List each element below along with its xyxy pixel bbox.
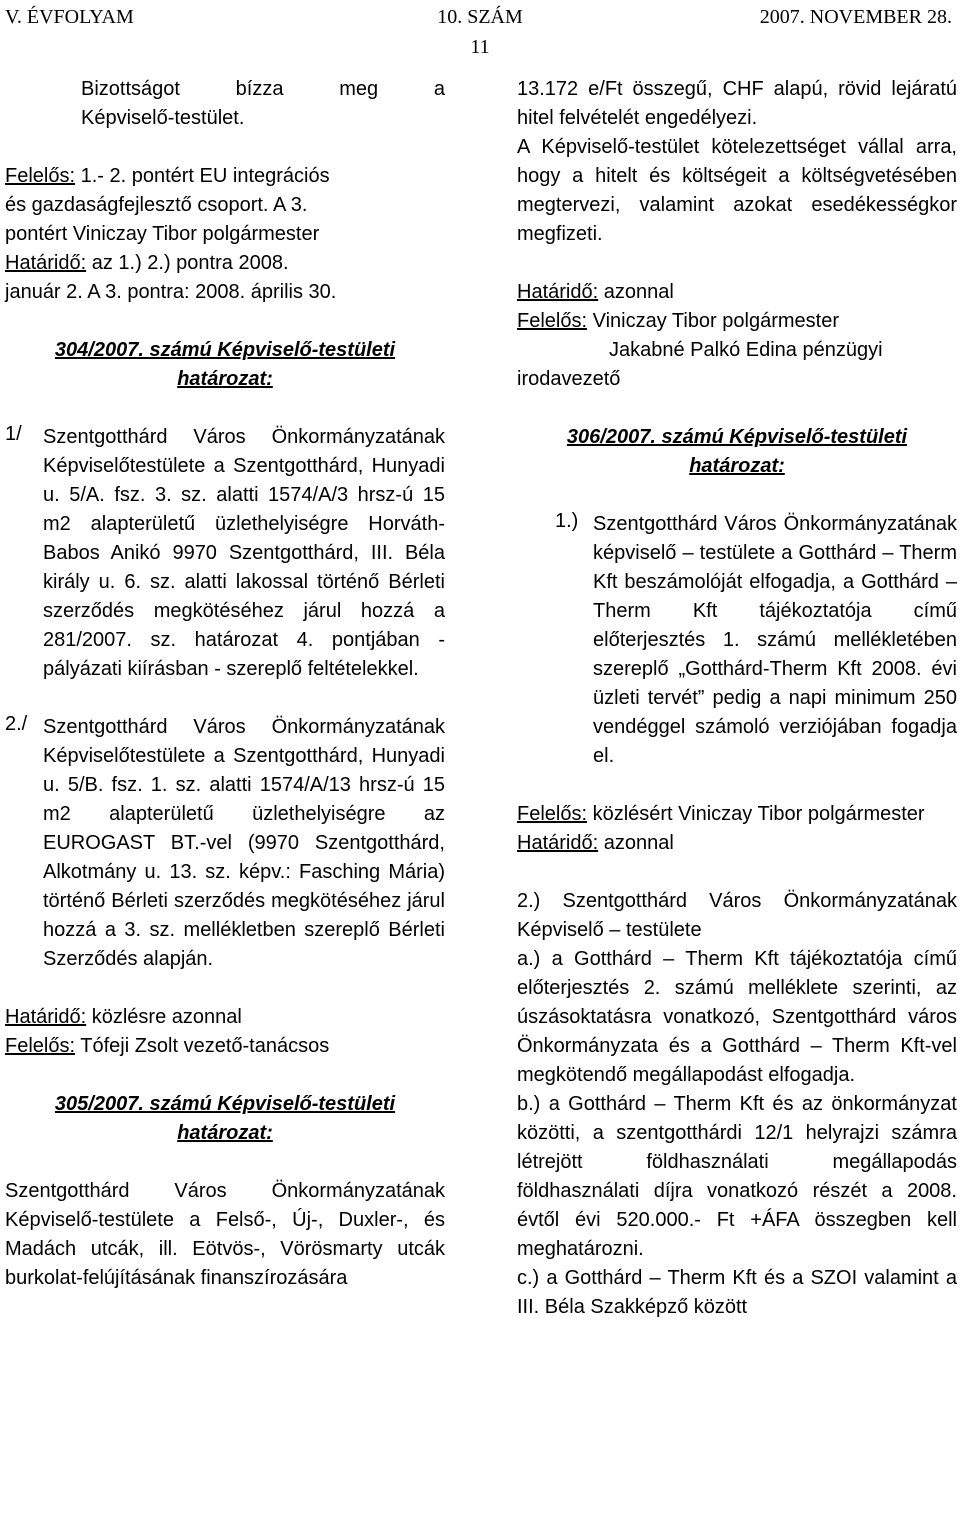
- date-label: 2007. NOVEMBER 28.: [759, 6, 952, 28]
- page-number: 11: [470, 36, 490, 58]
- item-text: Szentgotthárd Város Önkormányzatának Képviselőtestülete a Szentgotthárd, Hunyadi u. 5/B. fsz. 1. sz. alatti 1574/A/13 hrsz-ú 15 m2 alapterületű üzlethelyiségre az EUROGAST BT.-vel (9970 Szentgotthárd, Alkotmány u. 13. sz. képv.: Fasching Mária) történő Bérleti szerződés megkötéséhez járul hozzá a 3. sz. mellékletben szereplő Bérleti Szerződés alapján.: [43, 716, 445, 970]
- hatarido-line: Határidő: azonnal: [517, 281, 674, 303]
- intro-line-2: Képviselő-testület.: [81, 107, 245, 129]
- resolution-305-text: Szentgotthárd Város Önkormányzatának Képviselő-testülete a Felső-, Új-, Duxler-, és Madách utcák, ill. Eötvös-, Vörösmarty utcák burkolat-felújításának finanszírozására: [5, 1180, 445, 1289]
- loan-paragraph: 13.172 e/Ft összegű, CHF alapú, rövid lejáratú hitel felvételét engedélyezi.: [517, 78, 957, 129]
- resolution-306-item-2a: a.) a Gotthárd – Therm Kft tájékoztatója című előterjesztés 2. számú melléklete szerinti, az úszásoktatásra vonatkozó, Szentgotthárd város Önkormányzata és a Gotthárd – Therm Kft-vel megkötendő megállapodást elfogadja.: [517, 948, 957, 1086]
- obligation-paragraph: A Képviselő-testület kötelezettséget vállal arra, hogy a hitelt és költségeit a költségvetésében megtervezi, valamint azokat esedékességkor megfizeti.: [517, 136, 957, 245]
- hatarido-label: Határidő:: [517, 832, 599, 854]
- right-column: [517, 75, 957, 1322]
- felelos-label: Felelős:: [517, 803, 588, 825]
- intro-line-1: Bizottságot bízza meg a: [81, 78, 445, 100]
- resolution-306-title: 306/2007. számú Képviselő-testületi határozat:: [566, 426, 908, 477]
- issue-label: 10. SZÁM: [437, 6, 523, 28]
- felelos-line: Felelős: Viniczay Tibor polgármester: [517, 310, 839, 332]
- hatarido-line-1: Határidő: az 1.) 2.) pontra 2008.: [5, 252, 289, 274]
- item-text: Szentgotthárd Város Önkormányzatának Képviselőtestülete a Szentgotthárd, Hunyadi u. 5/A. fsz. 3. sz. alatti 1574/A/3 hrsz-ú 15 m2 alapterületű üzlethelyiségre Horváth-Babos Anikó 9970 Szentgotthárd, III. Béla király u. 6. sz. alatti lakossal történő Bérleti szerződés megkötéséhez járul hozzá a 281/2007. sz. határozat 4. pontjában - pályázati kiírásban - szereplő feltételekkel.: [43, 426, 445, 680]
- felelos-line: Felelős: közlésért Viniczay Tibor polgármester: [517, 803, 925, 825]
- felelos-line-1: Felelős: 1.- 2. pontért EU integrációs: [5, 165, 330, 187]
- felelos-line-3: pontért Viniczay Tibor polgármester: [5, 223, 320, 245]
- item-number: 1/: [5, 423, 22, 445]
- resolution-304-title: 304/2007. számú Képviselő-testületi határozat:: [54, 339, 396, 390]
- resolution-306-item-1: [517, 510, 957, 771]
- hatarido-label: Határidő:: [5, 1006, 87, 1028]
- felelos-line-2: és gazdaságfejlesztő csoport. A 3.: [5, 194, 308, 216]
- left-column: [5, 75, 445, 1293]
- resolution-304-item-1: [5, 423, 445, 684]
- felelos-label: Felelős:: [517, 310, 588, 332]
- resolution-305-title: 305/2007. számú Képviselő-testületi határozat:: [54, 1093, 396, 1144]
- felelos-label: Felelős:: [5, 1035, 76, 1057]
- felelos-line-3: irodavezető: [517, 368, 621, 390]
- hatarido-line: Határidő: azonnal: [517, 832, 674, 854]
- felelos-line-2: Jakabné Palkó Edina pénzügyi: [609, 339, 883, 361]
- resolution-304-item-2: [5, 713, 445, 974]
- felelos-label: Felelős:: [5, 165, 76, 187]
- resolution-306-item-2c: c.) a Gotthárd – Therm Kft és a SZOI valamint a III. Béla Szakképző között: [517, 1267, 957, 1318]
- item-number: 1.): [555, 510, 579, 532]
- resolution-306-item-2b: b.) a Gotthárd – Therm Kft és az önkormányzat közötti, a szentgotthárdi 12/1 helyrajzi számra létrejött földhasználati megállapodás földhasználati díjra vonatkozó részét a 2008. évtől évi 520.000.- Ft +ÁFA összegben kell meghatározni.: [517, 1093, 957, 1260]
- item-number: 2./: [5, 713, 28, 735]
- item-text: Szentgotthárd Város Önkormányzatának képviselő – testülete a Gotthárd – Therm Kft beszámolóját elfogadja, a Gotthárd – Therm Kft tájékoztatója című előterjesztés 1. számú mellékletében szereplő „Gotthárd-Therm Kft 2008. évi üzleti tervét” pedig a napi minimum 250 vendéggel számoló verziójában fogadja el.: [593, 513, 957, 767]
- hatarido-line-2: január 2. A 3. pontra: 2008. április 30.: [5, 281, 337, 303]
- volume-label: V. ÉVFOLYAM: [5, 6, 134, 28]
- resolution-306-item-2: 2.) Szentgotthárd Város Önkormányzatának Képviselő – testülete: [517, 890, 957, 941]
- felelos-line: Felelős: Tófeji Zsolt vezető-tanácsos: [5, 1035, 330, 1057]
- page-header: [0, 6, 960, 60]
- hatarido-label: Határidő:: [517, 281, 599, 303]
- hatarido-label: Határidő:: [5, 252, 87, 274]
- hatarido-line: Határidő: közlésre azonnal: [5, 1006, 242, 1028]
